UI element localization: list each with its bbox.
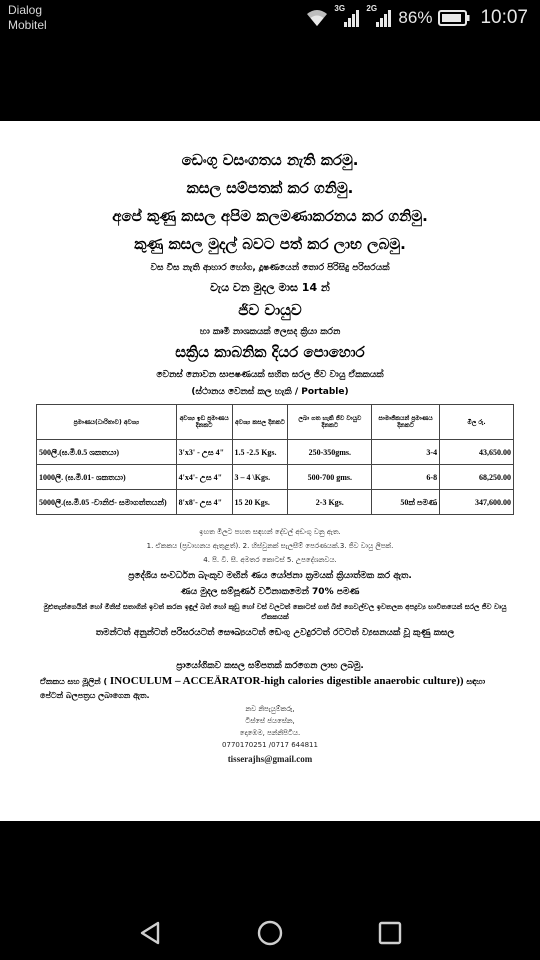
table-header-row — [37, 405, 514, 440]
table-cell: 500ලී.(ඝ.මී.0.5 ශකතයා) — [37, 440, 177, 465]
table-cell: 2-3 Kgs. — [288, 490, 372, 515]
line-clean-environment: වස විස නැති ආහාර හෝග, දූෂණයෙන් තොර පිරිසිදු පරිසරයක් — [150, 263, 390, 273]
table-cell: 8'x8'- උස 4" — [176, 490, 232, 515]
carrier-2: Mobitel — [8, 18, 47, 32]
table-cell: 1000ලී. (ඝ.මී.01- ශකතයා) — [37, 465, 177, 490]
para-kitchen-waste: මුළුතැන්ගෙයින් හෝ මිනිස් සතාගින් ඉවත් කරන ඉඳුල් බත් හෝ කුඩු හෝ වස් වලටත් කොටස් ගත් බිස් ගෙවල්වල ඉවතලන අපද්‍රව්‍ය භාවිතයෙන් සරල ජිව වායු ඒකකයක් — [43, 603, 507, 621]
table-row — [37, 490, 514, 515]
price-table — [36, 404, 514, 515]
table-cell: 43,650.00 — [440, 440, 514, 465]
table-cell: 5000ලී.(ඝ.මී.05 -වානිජ- සමාගත්තයන්) — [37, 490, 177, 515]
contact-email: tisserajhs@gmail.com — [227, 754, 313, 764]
table-cell: 68,250.00 — [440, 465, 514, 490]
table-cell: 4'x4'- උස 4" — [176, 465, 232, 490]
patent-suffix: සඳහා පේටන් බලපත්‍රය ලබාගෙන ඇත. — [40, 677, 486, 700]
table-cell: 15 20 Kgs. — [232, 490, 288, 515]
line-portable: (ස්ථානය වෙනස් කල හැකි / Portable) — [191, 387, 349, 397]
headline-dengue: ඩෙංගු වසංගතය නැති කරමු. — [181, 151, 359, 169]
carrier-names — [8, 3, 47, 33]
network-type-1: 3G — [334, 4, 346, 13]
table-cell: 50ක් පමණ — [372, 490, 440, 515]
home-icon — [256, 919, 284, 947]
para-loan-scheme: ප්‍රදේශිය සංවර්ධන බැංකුව මඟින් ණය යෝජනා ක්‍රමයක් ක්‍රියාත්මක කර ඇත. — [128, 571, 412, 581]
line-liquid-fertilizer: සක්‍රිය කාබනික දියර පොහොර — [175, 343, 365, 361]
wifi-icon — [306, 9, 328, 27]
column-header: ලබා ගත හැකි ජිව වායුව දිනකට — [288, 405, 372, 440]
note-items-1: 1. ඒකකය (ප්‍රවාහනය ඇතුළත්). 2. හිස්වුනක් සැලසීම් පෙරණයක්.3. ජිව වායු ලිපක්. — [146, 542, 394, 550]
headline-profit: කුණු කසල මුදල් බවට පත් කර ලාභ ලබමු. — [134, 235, 406, 253]
table-cell: 250-350gms. — [288, 440, 372, 465]
battery-percent: 86% — [398, 8, 433, 27]
home-button[interactable] — [252, 915, 288, 951]
column-header: සාමාජිකයන් ප්‍රමාණය දිනකට — [372, 405, 440, 440]
contact-address: දොඹෙම, පන්නිපිටිය. — [239, 729, 301, 737]
table-row — [37, 465, 514, 490]
signal-icon — [334, 4, 360, 28]
table-cell: 500-700 gms. — [288, 465, 372, 490]
column-header: අවශ්‍ය ඉඩ ප්‍රමාණය දිනකට — [176, 405, 232, 440]
table-cell: 3-4 — [372, 440, 440, 465]
recents-button[interactable] — [372, 915, 408, 951]
para-loan-amount: ණය මුදල සම්පූර්ණ වටිනාකමෙන් 70% පමණ — [180, 587, 360, 597]
table-cell: 3 – 4 \Kgs. — [232, 465, 288, 490]
line-cost-months: වැය වන මුදල මාස 14 න් — [210, 281, 330, 294]
para-patent — [40, 674, 510, 703]
status-icons — [306, 6, 528, 30]
headline-manage-waste: අපේ කුණු කසල අපිම කලමණාකරනය කර ගනිමු. — [112, 207, 428, 225]
patent-english: INOCULUM – ACCEÄRATOR-high calories digestible anaerobic culture)) — [109, 675, 464, 687]
table-row — [37, 440, 514, 465]
para-practical-profit: ප්‍රායෝගිකව කසල සම්පතක් කරගෙන ලාභ ලබමු. — [176, 661, 364, 671]
headline-waste-resource: කසල සම්පතක් කර ගනිමු. — [186, 179, 354, 197]
contact-name: ටිස්සේ ජයසේන, — [245, 717, 295, 725]
table-cell: 6-8 — [372, 465, 440, 490]
clock: 10:07 — [480, 7, 528, 28]
signal-icon — [366, 4, 392, 28]
column-header: අවශ්‍ය කසල දිනකට — [232, 405, 288, 440]
status-bar — [0, 0, 540, 40]
para-environment: තමන්ටත් අනුන්ටත් පරිසරයටත් සෞඛ්‍යයටත් ඩෙංගු උවදුරටත් රටටත් ව්‍යසනයක් වූ කුණු කසල — [95, 628, 455, 638]
note-items-2: 4. පී. වී. සී. අමතර කොටස් 5. උපදේශනවය. — [203, 556, 337, 564]
battery-icon — [438, 10, 470, 26]
patent-prefix: ඒකකය සහ මූලින් ( — [40, 677, 110, 686]
network-type-2: 2G — [366, 4, 378, 13]
table-cell: 347,600.00 — [440, 490, 514, 515]
table-cell: 3'x3' - උස 4" — [176, 440, 232, 465]
back-icon — [137, 920, 163, 946]
carrier-1: Dialog — [8, 3, 43, 17]
column-header: මිල රු. — [440, 405, 514, 440]
back-button[interactable] — [132, 915, 168, 951]
navigation-bar — [0, 900, 540, 960]
recents-icon — [377, 920, 403, 946]
table-cell: 1.5 -2.5 Kgs. — [232, 440, 288, 465]
column-header: ප්‍රමාණය(ධාරිතාව) අවශ්‍ය — [37, 405, 177, 440]
line-pesticide: හා කෘමි නාශකයක් ලෙසද ක්‍රියා කරන — [199, 327, 341, 337]
contact-title: නව නිපැයුම්කරු, — [245, 705, 295, 713]
poster-image — [0, 121, 540, 821]
line-biogas: ජිව වායුව — [238, 301, 302, 319]
contact-phone: 0770170251 /0717 644811 — [222, 741, 318, 749]
line-simple-unit: වෙනස් නොවන සාපෂණයක් සහිත සරල ජිව වායු ඒකකයක් — [156, 370, 384, 380]
note-includes: ඉහත මිලට පහත සඳහන් දේවල් අඩංගු වනු ඇත. — [199, 528, 341, 536]
